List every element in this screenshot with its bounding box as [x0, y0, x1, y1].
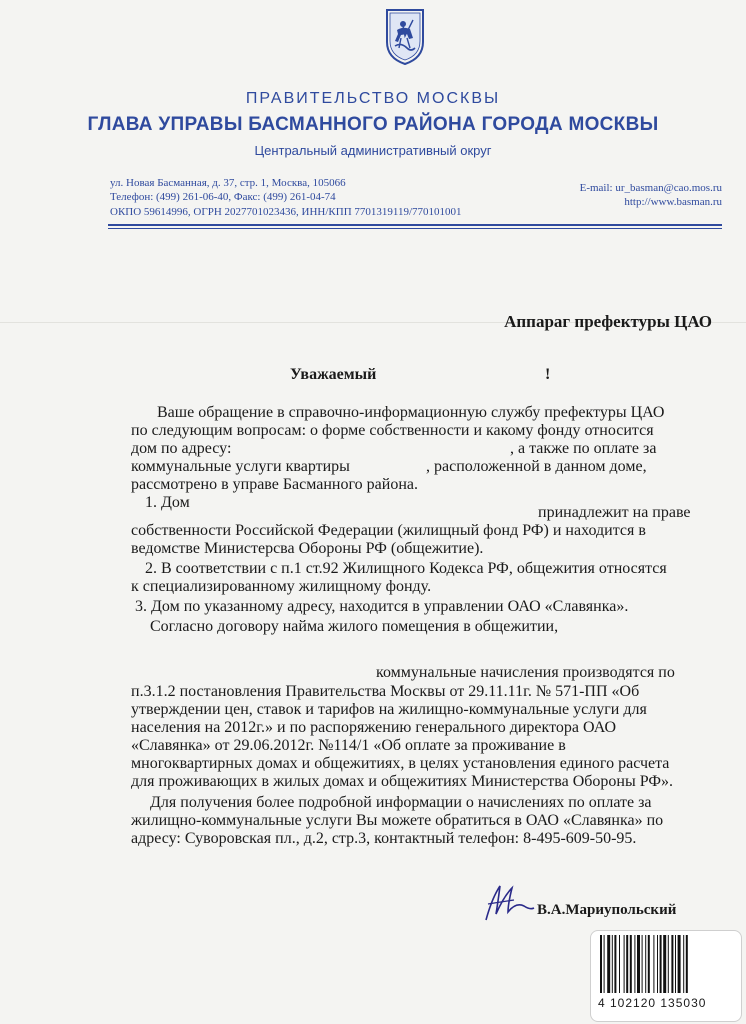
- letterhead-title: ГЛАВА УПРАВЫ БАСМАННОГО РАЙОНА ГОРОДА МОСКВЫ: [87, 114, 659, 135]
- barcode-bar: [626, 935, 628, 993]
- barcode-bar: [657, 935, 658, 993]
- barcode-bar: [668, 935, 669, 993]
- barcode-bar: [604, 935, 605, 993]
- barcode-bar: [634, 935, 635, 993]
- address-line: ул. Новая Басманная, д. 37, стр. 1, Москва, 105066: [110, 177, 346, 189]
- list-item: 1. Дом: [145, 494, 190, 511]
- barcode-bar: [612, 935, 613, 993]
- body-line: , а также по оплате за: [510, 440, 657, 457]
- email-line: E-mail: ur_basman@cao.mos.ru: [579, 182, 722, 194]
- letterhead-rule-thin: [108, 228, 722, 229]
- body-line: по следующим вопросам: о форме собственности и какому фонду относится: [131, 422, 654, 439]
- barcode: [598, 935, 730, 995]
- barcode-bar: [614, 935, 616, 993]
- barcode-bar: [686, 935, 688, 993]
- body-line: ведомстве Министерсва Обороны РФ (общежитие).: [131, 540, 484, 557]
- okrug-name: Центральный административный округ: [254, 143, 492, 158]
- body-line: п.3.1.2 постановления Правительства Москвы от 29.11.11г. № 571-ПП «Об: [131, 683, 640, 700]
- body-line: принадлежит на праве: [538, 504, 691, 521]
- body-line: для проживающих в жилых домах и общежитиях Министерства Обороны РФ».: [131, 773, 673, 790]
- body-line: Для получения более подробной информации о начислениях по оплате за: [150, 794, 652, 811]
- greeting: Уважаемый: [290, 366, 377, 383]
- barcode-bar: [630, 935, 632, 993]
- list-item: 3. Дом по указанному адресу, находится в управлении ОАО «Славянка».: [135, 598, 629, 615]
- signature-name: В.А.Мариупольский: [537, 902, 677, 918]
- government-name: ПРАВИТЕЛЬСТВО МОСКВЫ: [245, 90, 501, 107]
- body-line: Согласно договору найма жилого помещения в общежитии,: [150, 618, 559, 635]
- body-line: к специализированному жилищному фонду.: [131, 578, 432, 595]
- phone-line: Телефон: (499) 261-06-40, Факс: (499) 261-04-74: [110, 191, 336, 203]
- body-line: собственности Российской Федерации (жилищный фонд РФ) и находится в: [131, 522, 646, 539]
- barcode-bar: [653, 935, 654, 993]
- barcode-bar: [660, 935, 662, 993]
- barcode-bar: [648, 935, 650, 993]
- barcode-bar: [619, 935, 620, 993]
- registration-line: ОКПО 59614996, ОГРН 2027701023436, ИНН/КПП 7701319119/770101001: [110, 206, 462, 218]
- body-line: утверждении цен, ставок и тарифов на жилищно-коммунальные услуги для: [131, 701, 647, 718]
- body-line: коммунальные начисления производятся по: [376, 664, 675, 681]
- greeting-end: !: [545, 366, 551, 383]
- barcode-bar: [678, 935, 681, 993]
- recipient: Аппараг префектуры ЦАО: [504, 312, 712, 331]
- body-line: жилищно-коммунальные услуги Вы можете обратиться в ОАО «Славянка» по: [131, 812, 664, 829]
- letterhead-rule: [108, 224, 722, 226]
- website-line: http://www.basman.ru: [624, 196, 722, 208]
- body-line: дом по адресу:: [131, 440, 232, 457]
- barcode-number: 4 102120 135030: [598, 996, 707, 1010]
- moscow-coat-of-arms-icon: [383, 8, 427, 66]
- list-item: 2. В соответствии с п.1 ст.92 Жилищного Кодекса РФ, общежития относятся: [145, 560, 667, 577]
- barcode-bar: [637, 935, 640, 993]
- barcode-bar: [675, 935, 676, 993]
- body-line: рассмотрено в управе Басманного района.: [131, 476, 418, 493]
- barcode-bar: [607, 935, 610, 993]
- barcode-bar: [663, 935, 666, 993]
- body-line: коммунальные услуги квартиры: [131, 458, 350, 475]
- barcode-bar: [642, 935, 643, 993]
- body-line: адресу: Суворовская пл., д.2, стр.3, контактный телефон: 8-495-609-50-95.: [131, 830, 637, 847]
- body-line: многоквартирных домах и общежитиях, в целях установления единого расчета: [131, 755, 670, 772]
- barcode-bar: [645, 935, 646, 993]
- barcode-bar: [671, 935, 673, 993]
- body-line: Ваше обращение в справочно-информационную службу префектуры ЦАО: [157, 404, 665, 421]
- barcode-bar: [683, 935, 684, 993]
- body-line: населения на 2012г.» и по распоряжению генерального директора ОАО: [131, 719, 617, 736]
- body-line: , расположенной в данном доме,: [426, 458, 647, 475]
- signature-mark: [478, 880, 538, 926]
- barcode-bar: [624, 935, 625, 993]
- barcode-bar: [600, 935, 602, 993]
- body-line: «Славянка» от 29.06.2012г. №114/1 «Об оплате за проживание в: [131, 737, 566, 754]
